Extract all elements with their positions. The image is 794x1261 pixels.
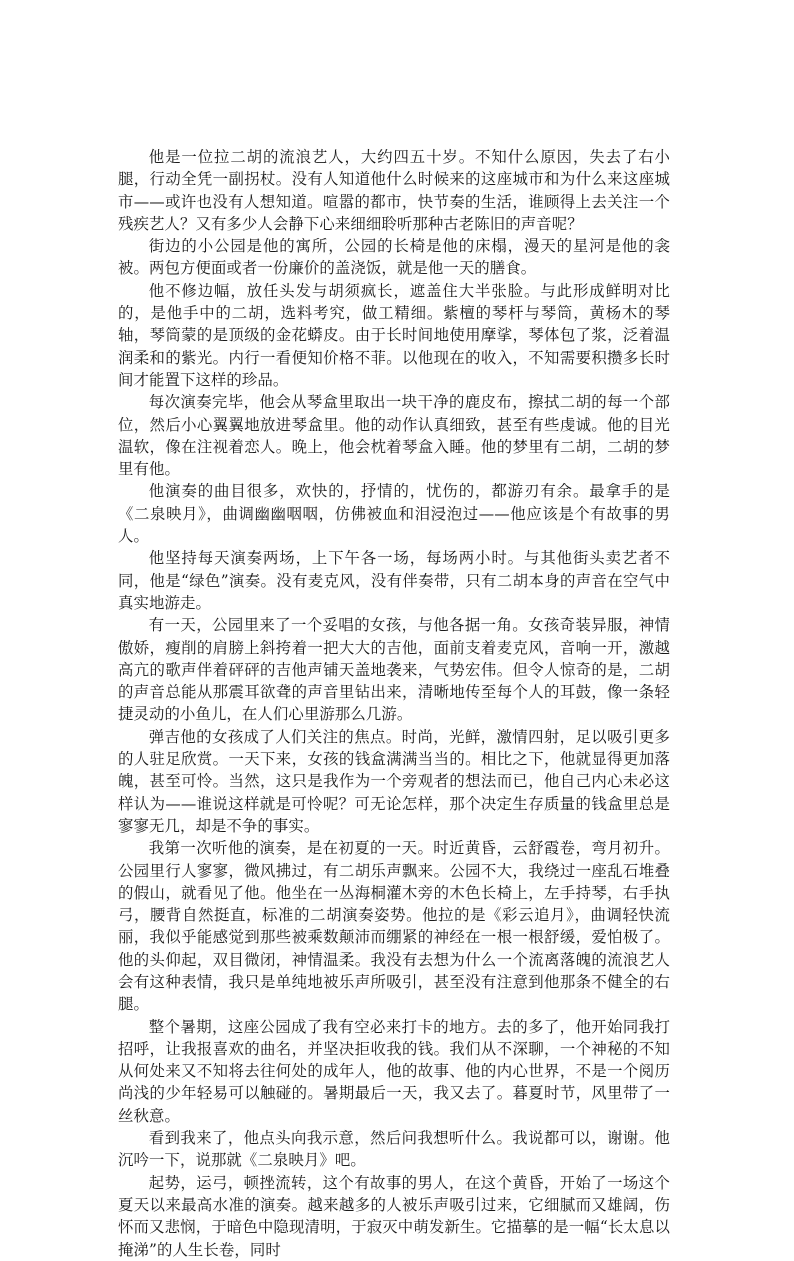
paragraph-1: 他是一位拉二胡的流浪艺人，大约四五十岁。不知什么原因，失去了右小腿，行动全凭一副拐杖。没有人知道他什么时候来的这座城市和为什么来这座城市——或许也没有人想知道。喧嚣的都市，快节奏的生活，谁顾得上去关注一个残疾艺人？又有多少人会静下心来细细聆听那种古老陈旧的声音呢？ xyxy=(118,148,670,233)
paragraph-9: 我第一次听他的演奏，是在初夏的一天。时近黄昏，云舒霞卷，弯月初升。公园里行人寥寥，微风拂过，有二胡乐声飘来。公园不大，我绕过一座乱石堆叠的假山，就看见了他。他坐在一丛海桐灌木旁的木色长椅上，左手持琴，右手执弓，腰背自然挺直，标准的二胡演奏姿势。他拉的是《彩云追月》，曲调轻快流丽，我似乎能感觉到那些被乘数颠沛而绷紧的神经在一根一根舒缓，爱怕极了。他的头仰起，双目微闭，神情温柔。我没有去想为什么一个流离落魄的流浪艺人会有这种表情，我只是单纯地被乐声所吸引，甚至没有注意到他那条不健全的右腿。 xyxy=(118,839,670,1014)
paragraph-6: 他坚持每天演奏两场，上下午各一场，每场两小时。与其他街头卖艺者不同，他是“绿色”演奏。没有麦克风，没有伴奏带，只有二胡本身的声音在空气中真实地游走。 xyxy=(118,549,670,612)
paragraph-11: 看到我来了，他点头向我示意，然后问我想听什么。我说都可以，谢谢。他沉吟一下，说那就《二泉映月》吧。 xyxy=(118,1129,670,1170)
paragraph-10: 整个暑期，这座公园成了我有空必来打卡的地方。去的多了，他开始同我打招呼，让我报喜欢的曲名，并坚决拒收我的钱。我们从不深聊，一个神秘的不知从何处来又不知将去往何处的成年人，他的故事、他的内心世界，不是一个阅历尚浅的少年轻易可以触碰的。暑期最后一天，我又去了。暮夏时节，风里带了一丝秋意。 xyxy=(118,1017,670,1125)
paragraph-2: 街边的小公园是他的寓所，公园的长椅是他的床榻，漫天的星河是他的衾被。两包方便面或者一份廉价的盖浇饭，就是他一天的膳食。 xyxy=(118,237,670,278)
paragraph-12: 起势，运弓，顿挫流转，这个有故事的男人，在这个黄昏，开始了一场这个夏天以来最高水准的演奏。越来越多的人被乐声吸引过来，它细腻而又雄阔，伤怀而又悲悯，于暗色中隐现清明，于寂灭中萌发新生。它描摹的是一幅“长太息以掩涕”的人生长卷，同时 xyxy=(118,1173,670,1259)
paragraph-8: 弹吉他的女孩成了人们关注的焦点。时尚，光鲜，激情四射，足以吸引更多的人驻足欣赏。一天下来，女孩的钱盒满满当当的。相比之下，他就显得更加落魄，甚至可怜。当然，这只是我作为一个旁观者的想法而已，他自己内心未必这样认为——谁说这样就是可怜呢？可无论怎样，那个决定生存质量的钱盒里总是寥寥无几，却是不争的事实。 xyxy=(118,727,670,835)
paragraph-7: 有一天，公园里来了一个妥唱的女孩，与他各据一角。女孩奇装异服，神情傲娇，瘦削的肩膀上斜挎着一把大大的吉他，面前支着麦克风，音响一开，激越高亢的歌声伴着砰砰的吉他声铺天盖地袭来，气势宏伟。但令人惊奇的是，二胡的声音总能从那震耳欲聋的声音里钻出来，清晰地传至每个人的耳鼓，像一条轻捷灵动的小鱼儿，在人们心里游那么几游。 xyxy=(118,616,670,724)
document-page xyxy=(118,146,670,1261)
paragraph-3: 他不修边幅，放任头发与胡须疯长，遮盖住大半张脸。与此形成鲜明对比的，是他手中的二胡，选料考究，做工精细。紫檀的琴杆与琴筒，黄杨木的琴轴，琴筒蒙的是顶级的金花蟒皮。由于长时间地使用摩挲，琴体包了浆，泛着温润柔和的紫光。内行一看便知价格不菲。以他现在的收入，不知需要积攒多长时间才能置下这样的珍品。 xyxy=(118,281,670,389)
paragraph-4: 每次演奏完毕，他会从琴盒里取出一块干净的鹿皮布，擦拭二胡的每一个部位，然后小心翼翼地放进琴盒里。他的动作认真细致，甚至有些虔诚。他的目光温软，像在注视着恋人。晚上，他会枕着琴盒入睡。他的梦里有二胡，二胡的梦里有他。 xyxy=(118,393,670,479)
paragraph-5: 他演奏的曲目很多，欢快的，抒情的，忧伤的，都游刃有余。最拿手的是《二泉映月》，曲调幽幽咽咽，仿佛被血和泪浸泡过——他应该是个有故事的男人。 xyxy=(118,482,670,546)
